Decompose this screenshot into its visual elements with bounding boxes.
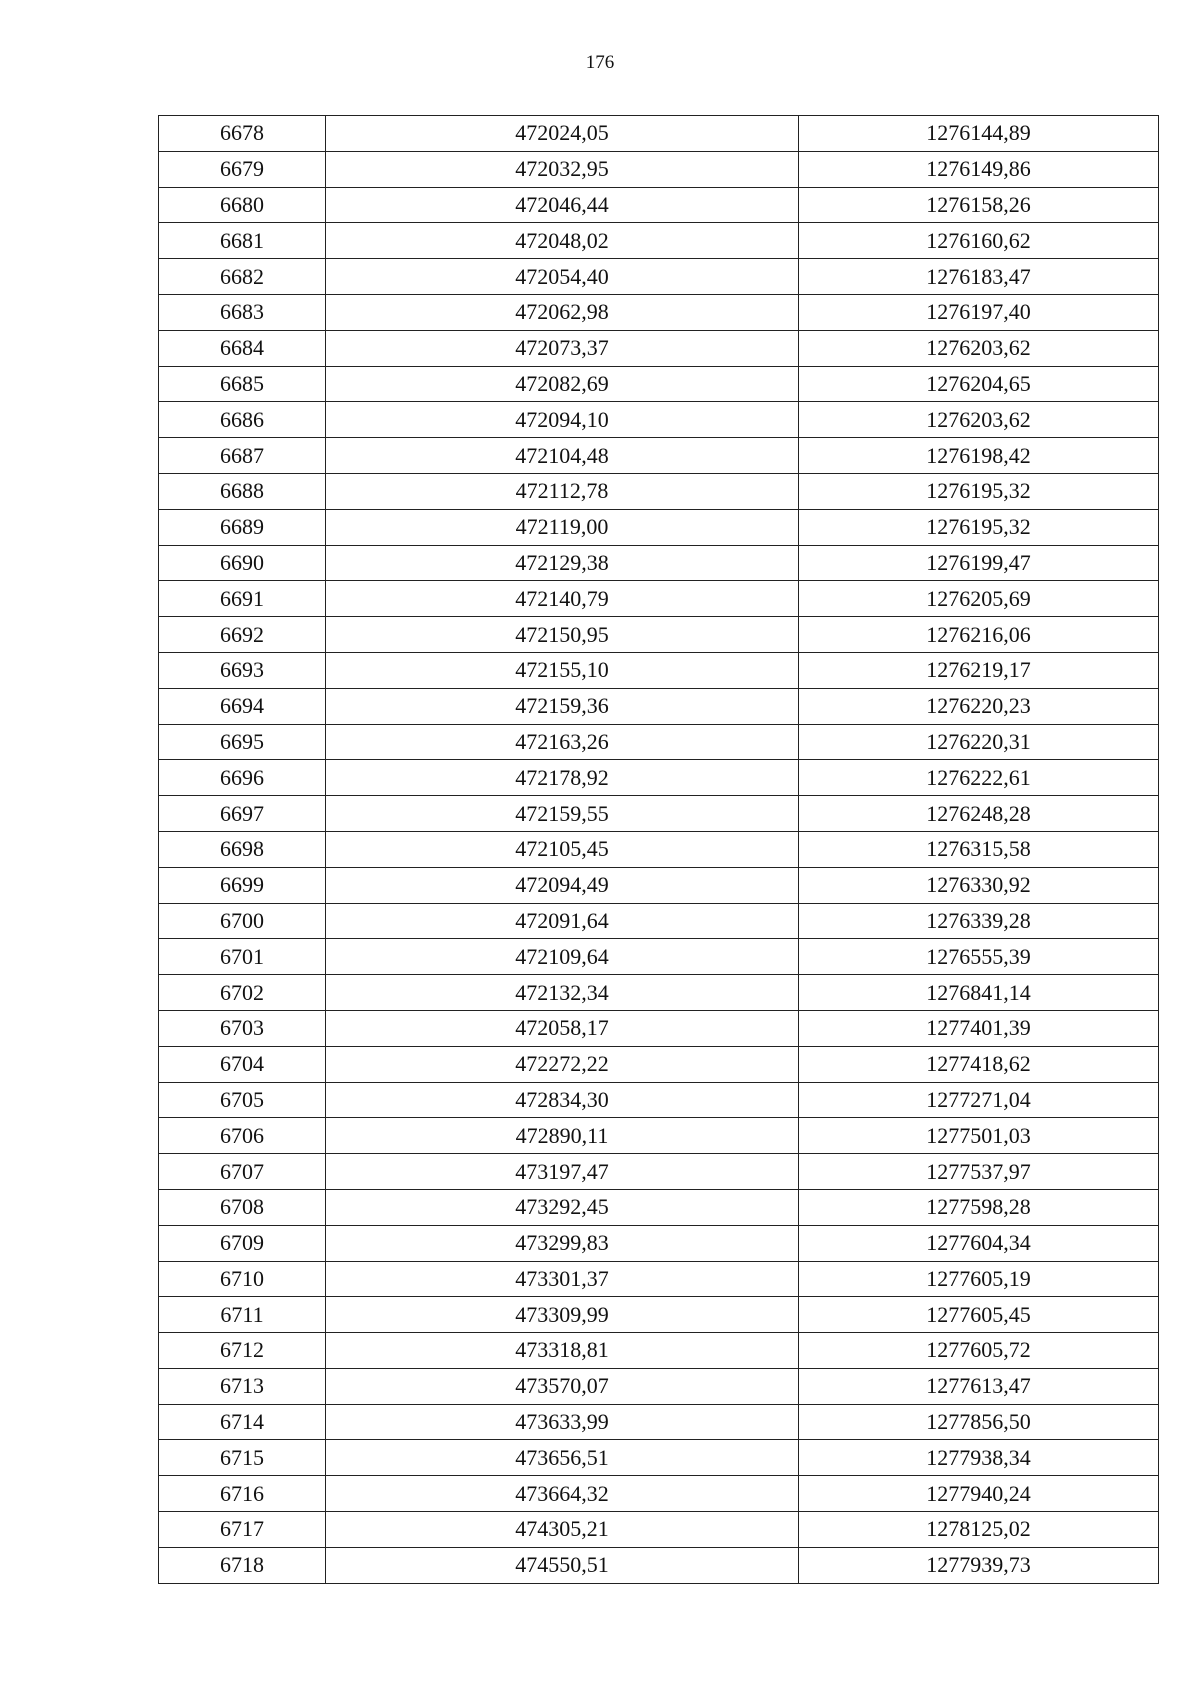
point-number-cell: 6686	[159, 402, 326, 438]
x-coordinate-cell: 472119,00	[326, 509, 799, 545]
table-body	[159, 116, 1159, 1584]
table-row	[159, 1547, 1159, 1583]
x-coordinate-cell: 474550,51	[326, 1547, 799, 1583]
y-coordinate-cell: 1276220,31	[799, 724, 1159, 760]
point-number-cell: 6699	[159, 867, 326, 903]
x-coordinate-cell: 472272,22	[326, 1046, 799, 1082]
table-row	[159, 939, 1159, 975]
table-row	[159, 1404, 1159, 1440]
y-coordinate-cell: 1277605,72	[799, 1333, 1159, 1369]
x-coordinate-cell: 473664,32	[326, 1476, 799, 1512]
table-row	[159, 1333, 1159, 1369]
y-coordinate-cell: 1277613,47	[799, 1368, 1159, 1404]
x-coordinate-cell: 472112,78	[326, 473, 799, 509]
point-number-cell: 6690	[159, 545, 326, 581]
x-coordinate-cell: 472140,79	[326, 581, 799, 617]
x-coordinate-cell: 472046,44	[326, 187, 799, 223]
y-coordinate-cell: 1277401,39	[799, 1010, 1159, 1046]
x-coordinate-cell: 472094,49	[326, 867, 799, 903]
x-coordinate-cell: 472105,45	[326, 831, 799, 867]
table-row	[159, 187, 1159, 223]
table-row	[159, 330, 1159, 366]
point-number-cell: 6688	[159, 473, 326, 509]
table-row	[159, 1082, 1159, 1118]
y-coordinate-cell: 1276197,40	[799, 294, 1159, 330]
y-coordinate-cell: 1276339,28	[799, 903, 1159, 939]
table-row	[159, 1010, 1159, 1046]
y-coordinate-cell: 1277271,04	[799, 1082, 1159, 1118]
point-number-cell: 6712	[159, 1333, 326, 1369]
table-row	[159, 1512, 1159, 1548]
x-coordinate-cell: 472091,64	[326, 903, 799, 939]
y-coordinate-cell: 1276216,06	[799, 617, 1159, 653]
x-coordinate-cell: 472163,26	[326, 724, 799, 760]
x-coordinate-cell: 473197,47	[326, 1154, 799, 1190]
x-coordinate-cell: 473633,99	[326, 1404, 799, 1440]
x-coordinate-cell: 472073,37	[326, 330, 799, 366]
point-number-cell: 6701	[159, 939, 326, 975]
y-coordinate-cell: 1277537,97	[799, 1154, 1159, 1190]
coordinates-table	[158, 115, 1159, 1584]
y-coordinate-cell: 1276203,62	[799, 330, 1159, 366]
point-number-cell: 6704	[159, 1046, 326, 1082]
table-row	[159, 831, 1159, 867]
x-coordinate-cell: 472834,30	[326, 1082, 799, 1118]
table-row	[159, 903, 1159, 939]
table-row	[159, 1368, 1159, 1404]
point-number-cell: 6691	[159, 581, 326, 617]
x-coordinate-cell: 473309,99	[326, 1297, 799, 1333]
table-row	[159, 617, 1159, 653]
x-coordinate-cell: 473292,45	[326, 1189, 799, 1225]
table-row	[159, 473, 1159, 509]
y-coordinate-cell: 1276198,42	[799, 438, 1159, 474]
table-row	[159, 1189, 1159, 1225]
point-number-cell: 6683	[159, 294, 326, 330]
x-coordinate-cell: 472132,34	[326, 975, 799, 1011]
x-coordinate-cell: 473656,51	[326, 1440, 799, 1476]
y-coordinate-cell: 1276841,14	[799, 975, 1159, 1011]
point-number-cell: 6717	[159, 1512, 326, 1548]
x-coordinate-cell: 472082,69	[326, 366, 799, 402]
y-coordinate-cell: 1276144,89	[799, 116, 1159, 152]
table-row	[159, 366, 1159, 402]
table-row	[159, 1261, 1159, 1297]
point-number-cell: 6693	[159, 652, 326, 688]
x-coordinate-cell: 472150,95	[326, 617, 799, 653]
x-coordinate-cell: 472024,05	[326, 116, 799, 152]
point-number-cell: 6702	[159, 975, 326, 1011]
y-coordinate-cell: 1276199,47	[799, 545, 1159, 581]
x-coordinate-cell: 472890,11	[326, 1118, 799, 1154]
table-row	[159, 724, 1159, 760]
point-number-cell: 6713	[159, 1368, 326, 1404]
y-coordinate-cell: 1277598,28	[799, 1189, 1159, 1225]
point-number-cell: 6718	[159, 1547, 326, 1583]
point-number-cell: 6714	[159, 1404, 326, 1440]
point-number-cell: 6685	[159, 366, 326, 402]
point-number-cell: 6684	[159, 330, 326, 366]
table-row	[159, 975, 1159, 1011]
table-row	[159, 796, 1159, 832]
table-row	[159, 509, 1159, 545]
y-coordinate-cell: 1277938,34	[799, 1440, 1159, 1476]
point-number-cell: 6680	[159, 187, 326, 223]
x-coordinate-cell: 472178,92	[326, 760, 799, 796]
point-number-cell: 6679	[159, 151, 326, 187]
point-number-cell: 6706	[159, 1118, 326, 1154]
y-coordinate-cell: 1276158,26	[799, 187, 1159, 223]
y-coordinate-cell: 1276195,32	[799, 473, 1159, 509]
table-row	[159, 581, 1159, 617]
table-row	[159, 151, 1159, 187]
point-number-cell: 6681	[159, 223, 326, 259]
table-row	[159, 1440, 1159, 1476]
point-number-cell: 6716	[159, 1476, 326, 1512]
x-coordinate-cell: 472094,10	[326, 402, 799, 438]
point-number-cell: 6705	[159, 1082, 326, 1118]
y-coordinate-cell: 1276203,62	[799, 402, 1159, 438]
y-coordinate-cell: 1277856,50	[799, 1404, 1159, 1440]
y-coordinate-cell: 1276183,47	[799, 259, 1159, 295]
point-number-cell: 6700	[159, 903, 326, 939]
x-coordinate-cell: 472058,17	[326, 1010, 799, 1046]
x-coordinate-cell: 473570,07	[326, 1368, 799, 1404]
x-coordinate-cell: 472048,02	[326, 223, 799, 259]
table-row	[159, 867, 1159, 903]
y-coordinate-cell: 1277604,34	[799, 1225, 1159, 1261]
x-coordinate-cell: 472155,10	[326, 652, 799, 688]
table-row	[159, 223, 1159, 259]
table-row	[159, 259, 1159, 295]
table-row	[159, 294, 1159, 330]
table-row	[159, 652, 1159, 688]
point-number-cell: 6696	[159, 760, 326, 796]
y-coordinate-cell: 1277418,62	[799, 1046, 1159, 1082]
y-coordinate-cell: 1277939,73	[799, 1547, 1159, 1583]
x-coordinate-cell: 473318,81	[326, 1333, 799, 1369]
table-row	[159, 688, 1159, 724]
y-coordinate-cell: 1276219,17	[799, 652, 1159, 688]
table-row	[159, 116, 1159, 152]
y-coordinate-cell: 1276220,23	[799, 688, 1159, 724]
y-coordinate-cell: 1276222,61	[799, 760, 1159, 796]
point-number-cell: 6709	[159, 1225, 326, 1261]
x-coordinate-cell: 472032,95	[326, 151, 799, 187]
table-row	[159, 1154, 1159, 1190]
point-number-cell: 6695	[159, 724, 326, 760]
x-coordinate-cell: 472109,64	[326, 939, 799, 975]
point-number-cell: 6689	[159, 509, 326, 545]
table-row	[159, 1225, 1159, 1261]
table-row	[159, 1297, 1159, 1333]
point-number-cell: 6692	[159, 617, 326, 653]
point-number-cell: 6694	[159, 688, 326, 724]
table-row	[159, 1476, 1159, 1512]
y-coordinate-cell: 1277605,19	[799, 1261, 1159, 1297]
x-coordinate-cell: 472159,36	[326, 688, 799, 724]
x-coordinate-cell: 474305,21	[326, 1512, 799, 1548]
y-coordinate-cell: 1277940,24	[799, 1476, 1159, 1512]
y-coordinate-cell: 1277605,45	[799, 1297, 1159, 1333]
point-number-cell: 6703	[159, 1010, 326, 1046]
point-number-cell: 6687	[159, 438, 326, 474]
point-number-cell: 6698	[159, 831, 326, 867]
x-coordinate-cell: 472129,38	[326, 545, 799, 581]
point-number-cell: 6697	[159, 796, 326, 832]
table-row	[159, 760, 1159, 796]
point-number-cell: 6710	[159, 1261, 326, 1297]
y-coordinate-cell: 1276205,69	[799, 581, 1159, 617]
y-coordinate-cell: 1276248,28	[799, 796, 1159, 832]
x-coordinate-cell: 472159,55	[326, 796, 799, 832]
point-number-cell: 6711	[159, 1297, 326, 1333]
table-row	[159, 545, 1159, 581]
y-coordinate-cell: 1276330,92	[799, 867, 1159, 903]
table-row	[159, 438, 1159, 474]
x-coordinate-cell: 472054,40	[326, 259, 799, 295]
x-coordinate-cell: 472062,98	[326, 294, 799, 330]
table-row	[159, 402, 1159, 438]
point-number-cell: 6682	[159, 259, 326, 295]
x-coordinate-cell: 473299,83	[326, 1225, 799, 1261]
point-number-cell: 6708	[159, 1189, 326, 1225]
y-coordinate-cell: 1276555,39	[799, 939, 1159, 975]
y-coordinate-cell: 1277501,03	[799, 1118, 1159, 1154]
y-coordinate-cell: 1278125,02	[799, 1512, 1159, 1548]
y-coordinate-cell: 1276195,32	[799, 509, 1159, 545]
point-number-cell: 6678	[159, 116, 326, 152]
y-coordinate-cell: 1276204,65	[799, 366, 1159, 402]
table-row	[159, 1046, 1159, 1082]
table-row	[159, 1118, 1159, 1154]
y-coordinate-cell: 1276149,86	[799, 151, 1159, 187]
x-coordinate-cell: 473301,37	[326, 1261, 799, 1297]
y-coordinate-cell: 1276315,58	[799, 831, 1159, 867]
y-coordinate-cell: 1276160,62	[799, 223, 1159, 259]
x-coordinate-cell: 472104,48	[326, 438, 799, 474]
point-number-cell: 6707	[159, 1154, 326, 1190]
page-number: 176	[585, 52, 615, 73]
point-number-cell: 6715	[159, 1440, 326, 1476]
